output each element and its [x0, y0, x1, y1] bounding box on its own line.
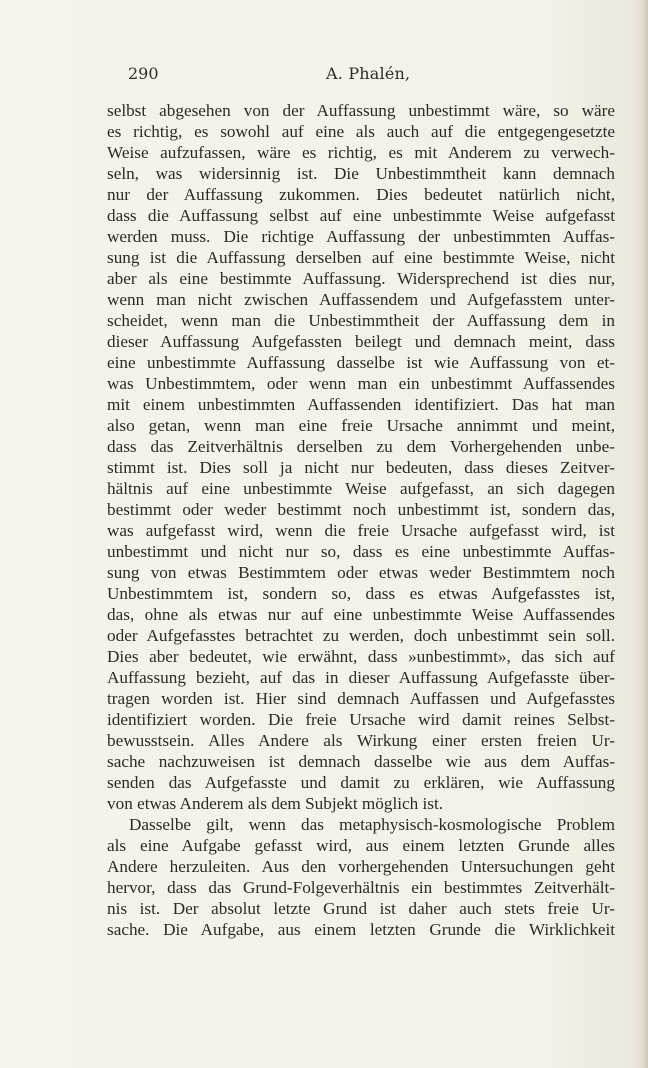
text-line: tragen worden ist. Hier sind demnach Auffassen und Aufgefasstes [107, 689, 615, 708]
text-line: Unbestimmtem ist, sondern so, dass es etwas Aufgefasstes ist, [107, 584, 615, 603]
text-line: das, ohne als etwas nur auf eine unbestimmte Weise Auffassendes [107, 605, 615, 624]
text-line: Weise aufzufassen, wäre es richtig, es mit Anderem zu verwech- [107, 143, 615, 162]
text-line: was aufgefasst wird, wenn die freie Ursache aufgefasst wird, ist [107, 521, 615, 540]
text-line: unbestimmt und nicht nur so, dass es eine unbestimmte Auffas- [107, 542, 615, 561]
text-line: scheidet, wenn man die Unbestimmtheit der Auffassung dem in [107, 311, 615, 330]
page-header [128, 64, 616, 88]
text-line: identifiziert worden. Die freie Ursache wird damit reines Selbst- [107, 710, 615, 729]
paragraph-start-line: Dasselbe gilt, wenn das metaphysisch-kosmologische Problem [129, 815, 615, 834]
text-line: seln, was widersinnig ist. Die Unbestimmtheit kann demnach [107, 164, 615, 183]
text-line: bestimmt oder weder bestimmt noch unbestimmt ist, sondern das, [107, 500, 615, 519]
text-line: eine unbestimmte Auffassung dasselbe ist wie Auffassung von et- [107, 353, 615, 372]
body-text [107, 100, 615, 940]
text-line: also getan, wenn man eine freie Ursache annimmt und meint, [107, 416, 615, 435]
text-line: bewusstsein. Alles Andere als Wirkung einer ersten freien Ur- [107, 731, 615, 750]
text-line: nis ist. Der absolut letzte Grund ist daher auch stets freie Ur- [107, 899, 615, 918]
text-line: Dies aber bedeutet, wie erwähnt, dass »unbestimmt», das sich auf [107, 647, 615, 666]
paragraph-end-line: von etwas Anderem als dem Subjekt möglich ist. [107, 794, 444, 813]
text-line: es richtig, es sowohl auf eine als auch auf die entgegengesetzte [107, 122, 615, 141]
text-line: werden muss. Die richtige Auffassung der unbestimmten Auffas- [107, 227, 615, 246]
text-line: mit einem unbestimmten Auffassenden identifiziert. Das hat man [107, 395, 615, 414]
text-line: dass die Auffassung selbst auf eine unbestimmte Weise aufgefasst [107, 206, 615, 225]
text-line: wenn man nicht zwischen Auffassendem und Aufgefasstem unter- [107, 290, 615, 309]
text-line: hältnis auf eine unbestimmte Weise aufgefasst, an sich dagegen [107, 479, 615, 498]
text-line: aber als eine bestimmte Auffassung. Widersprechend ist dies nur, [107, 269, 615, 288]
page-edge-shadow [642, 0, 648, 1068]
text-line: Auffassung bezieht, auf das in dieser Auffassung Aufgefasste über- [107, 668, 615, 687]
text-line: sung von etwas Bestimmtem oder etwas weder Bestimmtem noch [107, 563, 615, 582]
text-line: dass das Zeitverhältnis derselben zu dem Vorhergehenden unbe- [107, 437, 615, 456]
running-head: A. Phalén, [326, 64, 411, 83]
text-line: sache nachzuweisen ist demnach dasselbe wie aus dem Auffas- [107, 752, 615, 771]
text-line: nur der Auffassung zukommen. Dies bedeutet natürlich nicht, [107, 185, 615, 204]
text-line: sache. Die Aufgabe, aus einem letzten Grunde die Wirklichkeit [107, 920, 615, 939]
text-line: senden das Aufgefasste und damit zu erklären, wie Auffassung [107, 773, 615, 792]
text-line: Andere herzuleiten. Aus den vorhergehenden Untersuchungen geht [107, 857, 615, 876]
text-line: hervor, dass das Grund-Folgeverhältnis ein bestimmtes Zeitverhält- [107, 878, 615, 897]
text-line: dieser Auffassung Aufgefassten beilegt und demnach meint, dass [107, 332, 615, 351]
page-number: 290 [128, 64, 159, 83]
text-line: was Unbestimmtem, oder wenn man ein unbestimmt Auffassendes [107, 374, 615, 393]
text-line: als eine Aufgabe gefasst wird, aus einem letzten Grunde alles [107, 836, 615, 855]
text-line: sung ist die Auffassung derselben auf eine bestimmte Weise, nicht [107, 248, 615, 267]
text-line: selbst abgesehen von der Auffassung unbestimmt wäre, so wäre [107, 101, 615, 120]
text-line: stimmt ist. Dies soll ja nicht nur bedeuten, dass dieses Zeitver- [107, 458, 615, 477]
text-line: oder Aufgefasstes betrachtet zu werden, doch unbestimmt sein soll. [107, 626, 615, 645]
